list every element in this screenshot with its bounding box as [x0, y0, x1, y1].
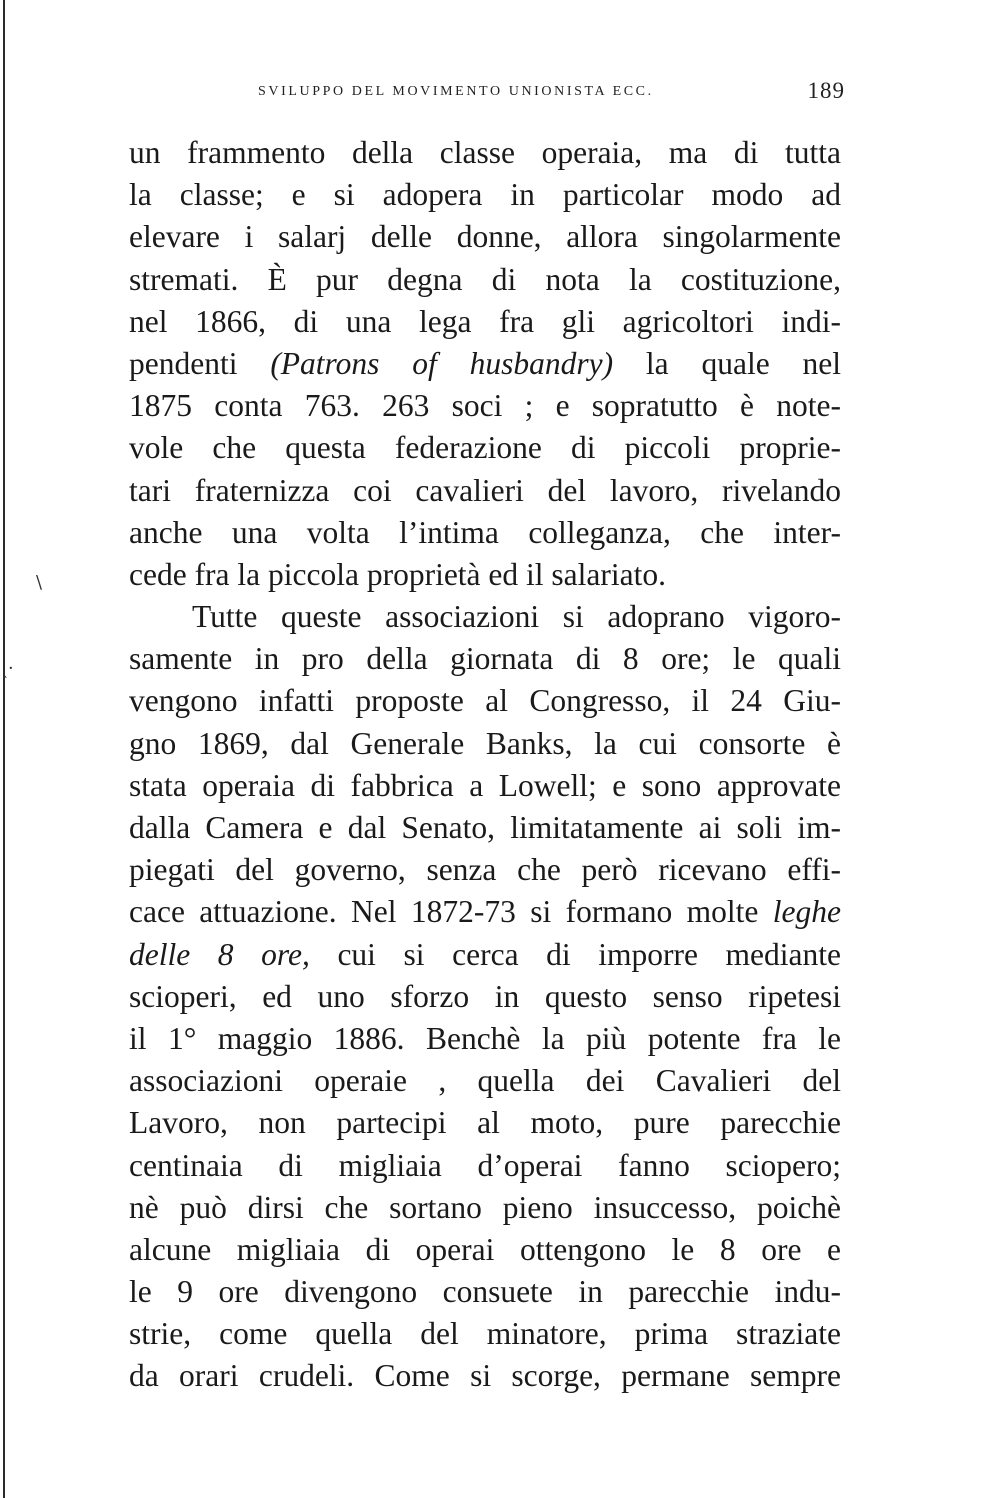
running-head: SVILUPPO DEL MOVIMENTO UNIONISTA ECC. [258, 84, 654, 99]
text-line: il 1° maggio 1886. Benchè la più potente fra le [129, 1020, 841, 1056]
italic-phrase: delle 8 ore, [129, 936, 310, 972]
text-line: da orari crudeli. Come si scorge, permane sempre [129, 1358, 841, 1394]
italic-phrase: leghe [772, 894, 841, 930]
text-line: piegati del governo, senza che però ricevano effi- [129, 852, 841, 888]
text-line: alcune migliaia di operai ottengono le 8 ore e [129, 1231, 841, 1267]
text-line: samente in pro della giornata di 8 ore; le quali [129, 641, 841, 677]
text-line: un frammento della classe operaia, ma di tutta [129, 135, 841, 170]
text-line: scioperi, ed uno sforzo in questo senso ripetesi [129, 978, 841, 1014]
text-line: dalla Camera e dal Senato, limitatamente ai soli im- [129, 810, 841, 845]
page-number: 189 [807, 78, 845, 103]
text-line: strie, come quella del minatore, prima straziate [129, 1316, 841, 1352]
paragraph-first-line: Tutte queste associazioni si adoprano vigoro- [192, 599, 841, 635]
text-line: nel 1866, di una lega fra gli agricoltori indi- [129, 303, 841, 339]
page-edge-rule [3, 0, 5, 1498]
text-line: vole che questa federazione di piccoli proprie- [129, 430, 841, 466]
text-line: vengono infatti proposte al Congresso, il 24 Giu- [129, 683, 841, 719]
text-line: le 9 ore divengono consuete in parecchie indu- [129, 1274, 841, 1310]
italic-title: (Patrons of husbandry) [270, 345, 614, 381]
margin-mark: \ [36, 572, 43, 593]
text-line: stremati. È pur degna di nota la costituzione, [129, 261, 841, 297]
margin-mark: ˏ· [2, 658, 14, 679]
text-line: 1875 conta 763. 263 soci ; e sopratutto è note- [129, 388, 841, 424]
text-line: anche una volta l’intima colleganza, che inter- [129, 514, 841, 550]
text-line: Lavoro, non partecipi al moto, pure parecchie [129, 1105, 841, 1141]
text-line: elevare i salarj delle donne, allora singolarmente [129, 219, 841, 255]
text-line: la classe; e si adopera in particolar modo ad [129, 177, 841, 213]
text-line: associazioni operaie , quella dei Cavalieri del [129, 1063, 841, 1099]
text-line: centinaia di migliaia d’operai fanno sciopero; [129, 1147, 841, 1183]
text-line: gno 1869, dal Generale Banks, la cui consorte è [129, 725, 841, 761]
text-line: cace attuazione. Nel 1872-73 si formano molte leghe [129, 894, 841, 930]
text-line: tari fraternizza coi cavalieri del lavoro, rivelando [129, 472, 841, 508]
text-line: nè può dirsi che sortano pieno insuccesso, poichè [129, 1189, 841, 1225]
text-line: pendenti (Patrons of husbandry) la quale nel [129, 345, 842, 381]
page-header [130, 78, 845, 108]
text-line: delle 8 ore, cui si cerca di imporre mediante [129, 936, 841, 972]
body-text [129, 132, 841, 1398]
paragraph-last-line: cede fra la piccola proprietà ed il salariato. [129, 556, 666, 592]
text-line: stata operaia di fabbrica a Lowell; e sono approvate [129, 767, 841, 803]
